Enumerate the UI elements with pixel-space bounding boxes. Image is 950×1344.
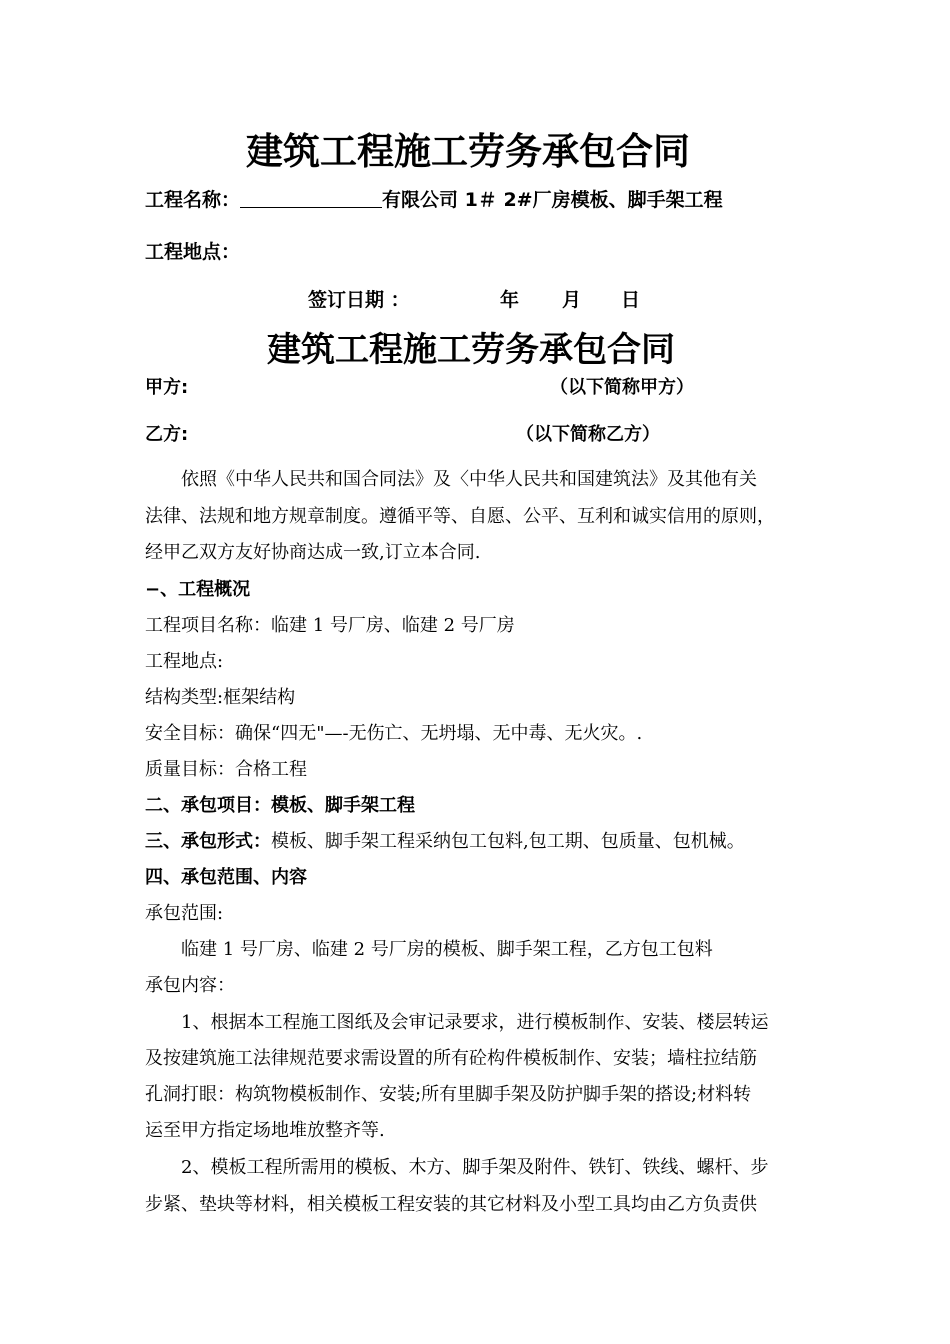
- project-name-blank: [240, 189, 382, 208]
- sign-date-month: 月: [562, 289, 582, 311]
- section-4-heading: 四、承包范围、内容: [145, 867, 307, 888]
- intro-line-1: 依照《中华人民共和国合同法》及〈中华人民共和国建筑法》及其他有关: [181, 469, 757, 490]
- sign-date-label: 签订日期 ：: [308, 289, 410, 311]
- section-1-heading: −、工程概况: [145, 579, 251, 600]
- item-1-line-1: 1、根据本工程施工图纸及会审记录要求，进行模板制作、安装、楼层转运: [181, 1012, 769, 1033]
- section-2-heading: 二、承包项目：模板、脚手架工程: [145, 795, 415, 816]
- item-1-line-3: 孔洞打眼：构筑物模板制作、安装;所有里脚手架及防护脚手架的搭设;材料转: [145, 1084, 752, 1105]
- section-3-text: 模板、脚手架工程采纳包工包料,包工期、包质量、包机械。: [271, 831, 745, 852]
- project-name-line: [145, 187, 723, 213]
- party-b-note: （以下简称乙方）: [516, 424, 660, 445]
- intro-line-2: 法律、法规和地方规章制度。遵循平等、自愿、公平、互利和诚实信用的原则，: [145, 506, 775, 527]
- party-b-label: 乙方:: [145, 424, 189, 445]
- item-2-line-1: 2、模板工程所需用的模板、木方、脚手架及附件、铁钉、铁线、螺杆、步: [181, 1157, 769, 1178]
- item-1-line-2: 及按建筑施工法律规范要求需设置的所有砼构件模板制作、安装；墙柱拉结筋: [145, 1048, 757, 1069]
- section-3-line: [145, 830, 745, 854]
- party-a-note: （以下简称甲方）: [550, 377, 694, 398]
- intro-line-3: 经甲乙双方友好协商达成一致,订立本合同.: [145, 542, 481, 563]
- scope-text: 临建 1 号厂房、临建 2 号厂房的模板、脚手架工程，乙方包工包料: [181, 939, 713, 960]
- scope-label: 承包范围:: [145, 903, 224, 924]
- contract-title: 建筑工程施工劳务承包合同: [267, 330, 675, 370]
- item-1-line-4: 运至甲方指定场地堆放整齐等.: [145, 1120, 385, 1141]
- cover-title: 建筑工程施工劳务承包合同: [246, 129, 690, 173]
- item-2-line-2: 步紧、垫块等材料，相关模板工程安装的其它材料及小型工具均由乙方负责供: [145, 1194, 757, 1215]
- project-name-value: 有限公司 1＃ 2#厂房模板、脚手架工程: [382, 189, 723, 211]
- project-location-label: 工程地点：: [145, 241, 241, 263]
- safety-target: 安全目标：确保“四无"—-无伤亡、无坍塌、无中毒、无火灾。.: [145, 723, 643, 744]
- sign-date-day: 日: [621, 289, 641, 311]
- project-item-location: 工程地点:: [145, 651, 224, 672]
- structure-type: 结构类型:框架结构: [145, 687, 296, 708]
- project-name-label: 工程名称：: [145, 189, 241, 211]
- party-a-label: 甲方:: [145, 377, 189, 398]
- sign-date-year: 年: [500, 289, 520, 311]
- content-label: 承包内容：: [145, 975, 235, 996]
- section-3-heading: 三、承包形式：: [145, 831, 271, 852]
- project-item-name: 工程项目名称：临建 1 号厂房、临建 2 号厂房: [145, 615, 515, 636]
- quality-target: 质量目标：合格工程: [145, 759, 307, 780]
